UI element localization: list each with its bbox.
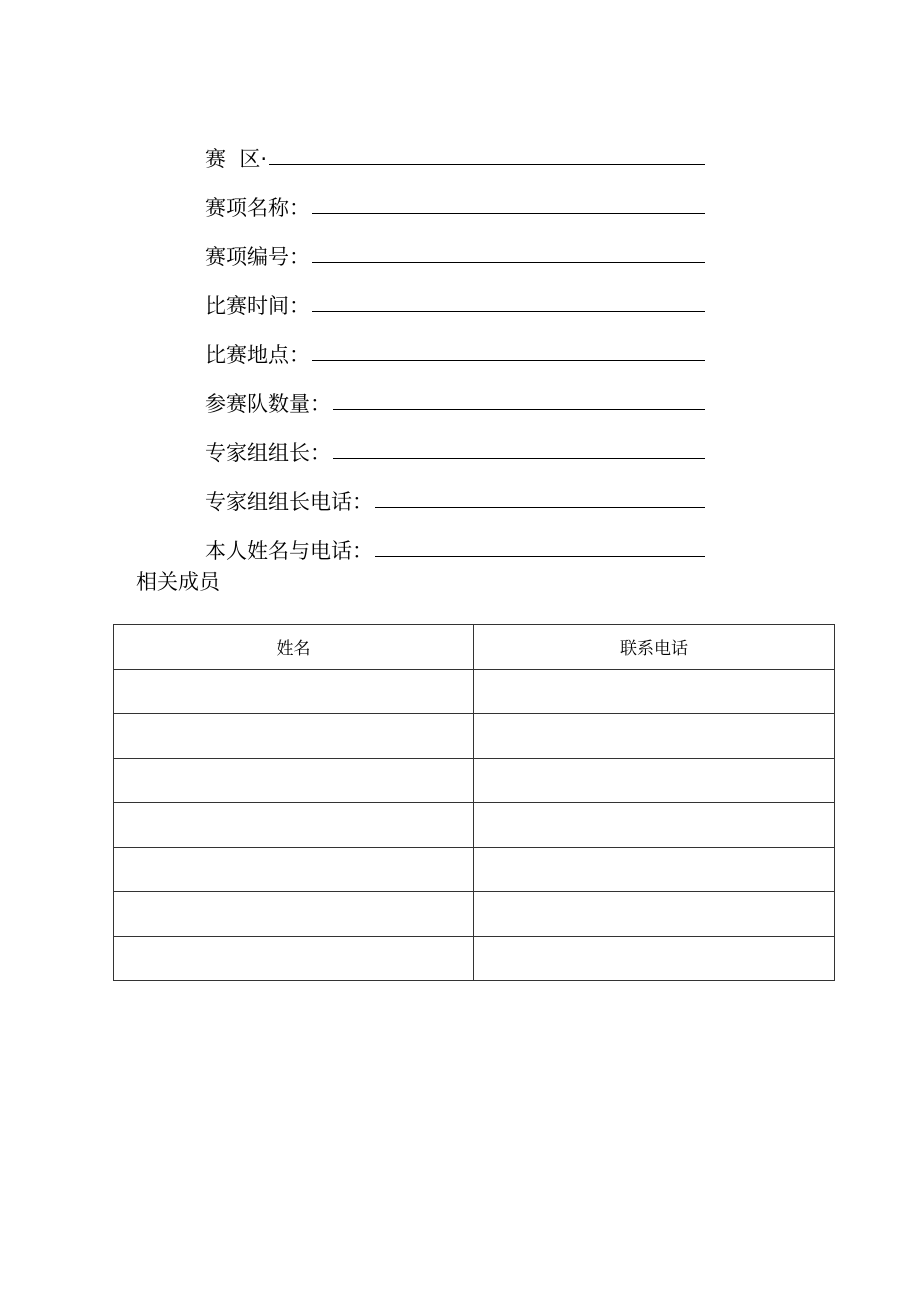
field-competition-time <box>205 273 705 322</box>
field-blank-event-name[interactable] <box>312 213 705 214</box>
table-header-row <box>114 625 835 670</box>
cell-phone[interactable] <box>474 803 835 848</box>
field-region <box>205 126 705 175</box>
table-row <box>114 847 835 892</box>
header-name: 姓名 <box>114 625 474 670</box>
field-blank-competition-time[interactable] <box>312 311 705 312</box>
cell-phone[interactable] <box>474 847 835 892</box>
members-table <box>113 624 835 981</box>
cell-name[interactable] <box>114 669 474 714</box>
table-row <box>114 803 835 848</box>
field-own-name-phone <box>205 518 705 567</box>
field-label-team-count: 参赛队数量： <box>205 392 331 416</box>
field-competition-venue <box>205 322 705 371</box>
field-label-competition-time: 比赛时间： <box>205 294 310 318</box>
members-section-title: 相关成员 <box>136 570 220 594</box>
cell-name[interactable] <box>114 936 474 981</box>
cell-name[interactable] <box>114 847 474 892</box>
cell-phone[interactable] <box>474 669 835 714</box>
table-row <box>114 758 835 803</box>
field-event-name <box>205 175 705 224</box>
table-row <box>114 936 835 981</box>
field-label-expert-leader-phone: 专家组组长电话： <box>205 490 373 514</box>
cell-phone[interactable] <box>474 758 835 803</box>
cell-phone[interactable] <box>474 936 835 981</box>
cell-name[interactable] <box>114 803 474 848</box>
cell-phone[interactable] <box>474 714 835 759</box>
field-label-own-name-phone: 本人姓名与电话： <box>205 539 373 563</box>
competition-info-form <box>205 126 705 567</box>
field-event-number <box>205 224 705 273</box>
field-label-competition-venue: 比赛地点： <box>205 343 310 367</box>
field-blank-region[interactable] <box>269 164 705 165</box>
field-blank-team-count[interactable] <box>333 409 705 410</box>
field-blank-expert-leader-phone[interactable] <box>375 507 705 508</box>
field-label-event-number: 赛项编号： <box>205 245 310 269</box>
field-team-count <box>205 371 705 420</box>
table-row <box>114 669 835 714</box>
field-blank-competition-venue[interactable] <box>312 360 705 361</box>
cell-name[interactable] <box>114 714 474 759</box>
cell-name[interactable] <box>114 758 474 803</box>
table-row <box>114 892 835 937</box>
field-blank-own-name-phone[interactable] <box>375 556 705 557</box>
header-phone: 联系电话 <box>474 625 835 670</box>
field-expert-leader-phone <box>205 469 705 518</box>
field-expert-leader <box>205 420 705 469</box>
field-label-event-name: 赛项名称： <box>205 196 310 220</box>
field-label-expert-leader: 专家组组长： <box>205 441 331 465</box>
field-blank-expert-leader[interactable] <box>333 458 705 459</box>
cell-name[interactable] <box>114 892 474 937</box>
field-blank-event-number[interactable] <box>312 262 705 263</box>
field-label-region: 赛 区· <box>205 147 268 171</box>
table-row <box>114 714 835 759</box>
cell-phone[interactable] <box>474 892 835 937</box>
